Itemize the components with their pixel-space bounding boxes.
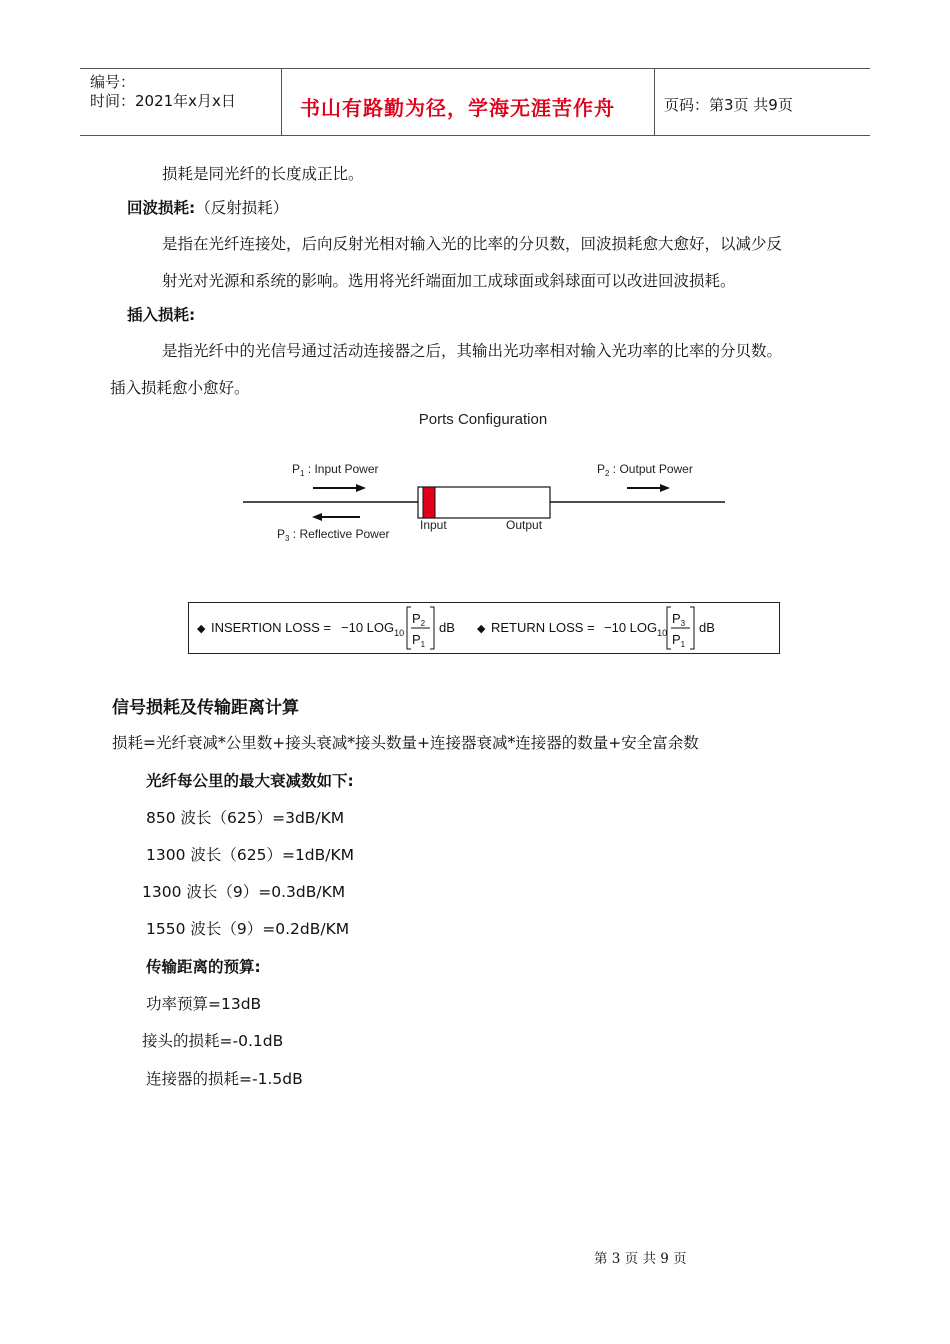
doc-time-label: 时间：2021年x月x日 — [90, 92, 236, 110]
page-footer: 第 3 页 共 9 页 — [594, 1251, 687, 1267]
output-port-label: Output — [506, 518, 543, 532]
page-indicator: 页码：第3页 共9页 — [664, 96, 793, 114]
return-loss-label: RETURN LOSS = — [491, 620, 595, 635]
header-bottom-rule — [80, 135, 870, 136]
reflect-arrow-head — [312, 513, 322, 521]
loss-formula — [189, 603, 779, 653]
return-loss-title: 回波损耗: — [127, 199, 196, 217]
return-loss-heading — [127, 196, 288, 218]
insertion-bracket-right — [430, 607, 434, 649]
budget-item-splice: 接头的损耗=-0.1dB — [142, 1032, 284, 1050]
header-divider-left — [281, 68, 282, 135]
insertion-denominator: $P_1$ — [412, 632, 426, 649]
insertion-bullet: ◆ — [197, 623, 206, 635]
input-port-label: Input — [420, 518, 447, 532]
attenuation-item-850: 850 波长（625）=3dB/KM — [146, 809, 345, 827]
insertion-bracket-left — [407, 607, 411, 649]
return-denominator: $P_1$ — [672, 632, 686, 649]
insertion-log: −10 $LOG_{10}$ — [341, 620, 405, 638]
return-numerator: $P_3$ — [672, 611, 686, 628]
budget-item-connector: 连接器的损耗=-1.5dB — [146, 1070, 303, 1088]
return-loss-line-2: 射光对光源和系统的影响。选用将光纤端面加工成球面或斜球面可以改进回波损耗。 — [162, 272, 736, 290]
insertion-loss-line-2: 插入损耗愈小愈好。 — [110, 379, 250, 397]
return-bracket-left — [667, 607, 671, 649]
budget-item-power: 功率预算=13dB — [146, 995, 262, 1013]
return-log: −10 $LOG_{10}$ — [604, 620, 668, 638]
connector-red-ferrule — [423, 487, 435, 518]
p1-label: $P_1$ : Input Power — [292, 462, 379, 478]
return-loss-line-1: 是指在光纤连接处，后向反射光相对输入光的比率的分贝数，回波损耗愈大愈好，以减少反 — [162, 235, 783, 253]
output-arrow-head — [660, 484, 670, 492]
attenuation-item-1300-625: 1300 波长（625）=1dB/KM — [146, 846, 355, 864]
max-attenuation-title: 光纤每公里的最大衰减数如下: — [146, 772, 354, 790]
transmission-budget-title: 传输距离的预算: — [146, 958, 261, 976]
header-top-rule — [80, 68, 870, 69]
loss-formula-line: 损耗=光纤衰减*公里数+接头衰减*接头数量+连接器衰减*连接器的数量+安全富余数 — [112, 734, 699, 752]
input-arrow-head — [356, 484, 366, 492]
paragraph-length-proportional: 损耗是同光纤的长度成正比。 — [162, 165, 364, 183]
header-motto: 书山有路勤为径，学海无涯苦作舟 — [300, 96, 615, 120]
return-loss-paren: （反射损耗） — [195, 199, 289, 217]
p2-label: $P_2$ : Output Power — [597, 462, 693, 478]
attenuation-item-1300-9: 1300 波长（9）=0.3dB/KM — [142, 883, 346, 901]
connector-body — [418, 487, 550, 518]
insertion-numerator: $P_2$ — [412, 611, 426, 628]
p3-label: $P_3$ : Reflective Power — [277, 527, 390, 543]
return-unit: dB — [699, 620, 715, 635]
signal-loss-section-title: 信号损耗及传输距离计算 — [112, 698, 299, 718]
insertion-loss-title: 插入损耗: — [127, 306, 196, 324]
insertion-loss-line-1: 是指光纤中的光信号通过活动连接器之后，其输出光功率相对输入光功率的比率的分贝数。 — [162, 342, 783, 360]
insertion-loss-label: INSERTION LOSS = — [211, 620, 332, 635]
diagram-title: Ports Configuration — [418, 411, 548, 428]
header-divider-right — [654, 68, 655, 135]
doc-number-label: 编号： — [90, 73, 136, 91]
return-bracket-right — [690, 607, 694, 649]
insertion-unit: dB — [439, 620, 455, 635]
ports-configuration-diagram — [230, 400, 740, 550]
attenuation-item-1550-9: 1550 波长（9）=0.2dB/KM — [146, 920, 350, 938]
loss-formula-box — [188, 602, 780, 654]
return-bullet: ◆ — [477, 623, 486, 635]
